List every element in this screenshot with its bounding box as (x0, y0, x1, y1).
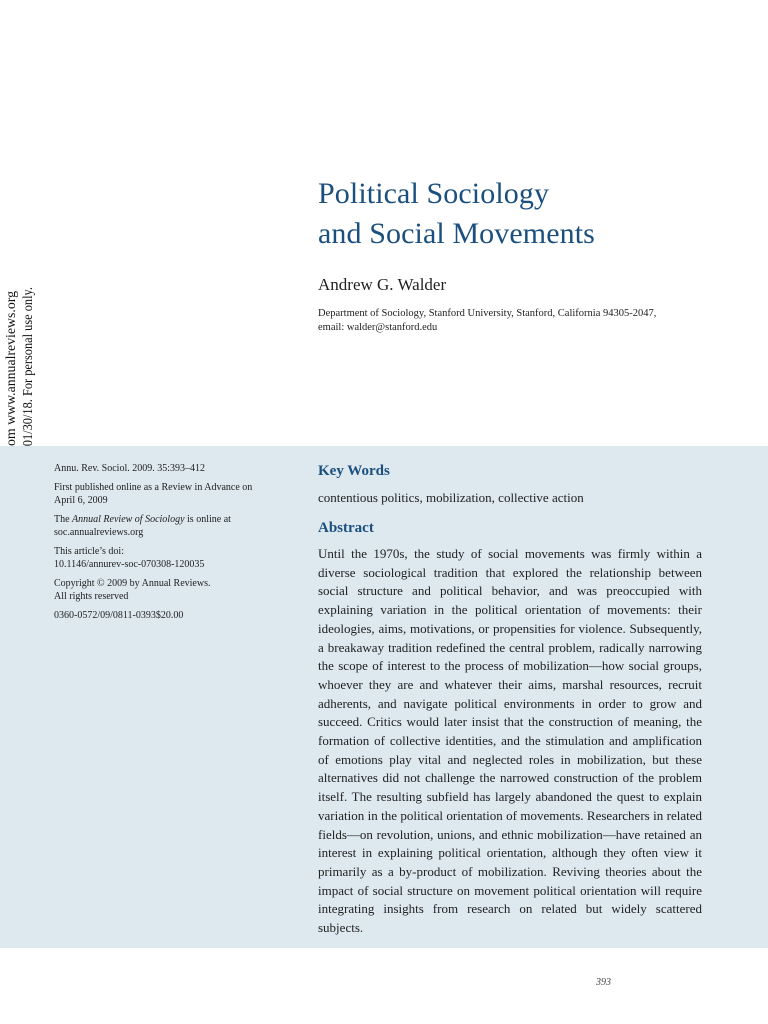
doi-block (54, 545, 274, 571)
abstract-heading: Abstract (318, 520, 374, 536)
keywords-text: contentious politics, mobilization, collective action (318, 490, 584, 505)
affiliation-line-1: Department of Sociology, Stanford University, Stanford, California 94305-2047, (318, 308, 657, 319)
copyright: Copyright © 2009 by Annual Reviews. (54, 578, 211, 589)
abstract-section (318, 460, 702, 938)
article-title-line-1: Political Sociology (318, 177, 550, 210)
article-title-line-2: and Social Movements (318, 217, 595, 250)
issn: 0360-0572/09/0811-0393$20.00 (54, 610, 184, 621)
online-availability (54, 513, 274, 539)
online-line-1 (54, 513, 274, 526)
affiliation-email: email: walder@stanford.edu (318, 322, 438, 333)
copyright-block (54, 577, 274, 603)
journal-name: Annual Review of Sociology (72, 514, 185, 525)
first-published-line-1: First published online as a Review in Advance on (54, 482, 253, 493)
keywords-heading: Key Words (318, 463, 390, 479)
citation: Annu. Rev. Sociol. 2009. 35:393–412 (54, 463, 206, 474)
author-name: Andrew G. Walder (318, 275, 447, 294)
publication-metadata (54, 462, 274, 628)
first-published (54, 481, 274, 507)
rights: All rights reserved (54, 591, 129, 602)
doi-label: This article’s doi: (54, 546, 124, 557)
abstract-text: Until the 1970s, the study of social movements was firmly within a diverse sociological tradition that explored the relationship between social structure and political behavior, and was preoccupied with explaining variation in the political orientation of movements: their ideologies, aims, motivations, or propensities for violence. Subsequently, a breakaway tradition redefined the central problem, radically narrowing the scope of interest to the process of mobilization—how social groups, whoever they are and whatever their aims, marshal resources, recruit adherents, and navigate political environments in order to grow and succeed. Critics would later insist that the construction of meaning, the formation of collective identities, and the stimulation and amplification of emotions play vital and neglected roles in mobilization, but these alternatives did not challenge the narrowed construction of the problem itself. The resulting subfield has largely abandoned the quest to explain variation in the political orientation of movements. Researchers in related fields—on revolution, unions, and ethnic mobilization—have retained an interest in explaining political orientation, although they often view it primarily as a by-product of mobilization. Reviving theories about the impact of social structure on movement political orientation will require integrating insights from research on related but widely scattered subjects. (318, 546, 702, 936)
online-prefix: The (54, 514, 73, 525)
page-number: 393 (596, 977, 611, 988)
article-title (318, 174, 595, 254)
journal-url[interactable]: soc.annualreviews.org (54, 527, 144, 538)
first-published-date: April 6, 2009 (54, 495, 108, 506)
online-suffix: is online at (184, 514, 231, 525)
doi-value: 10.1146/annurev-soc-070308-120035 (54, 559, 205, 570)
author-affiliation (318, 307, 718, 335)
